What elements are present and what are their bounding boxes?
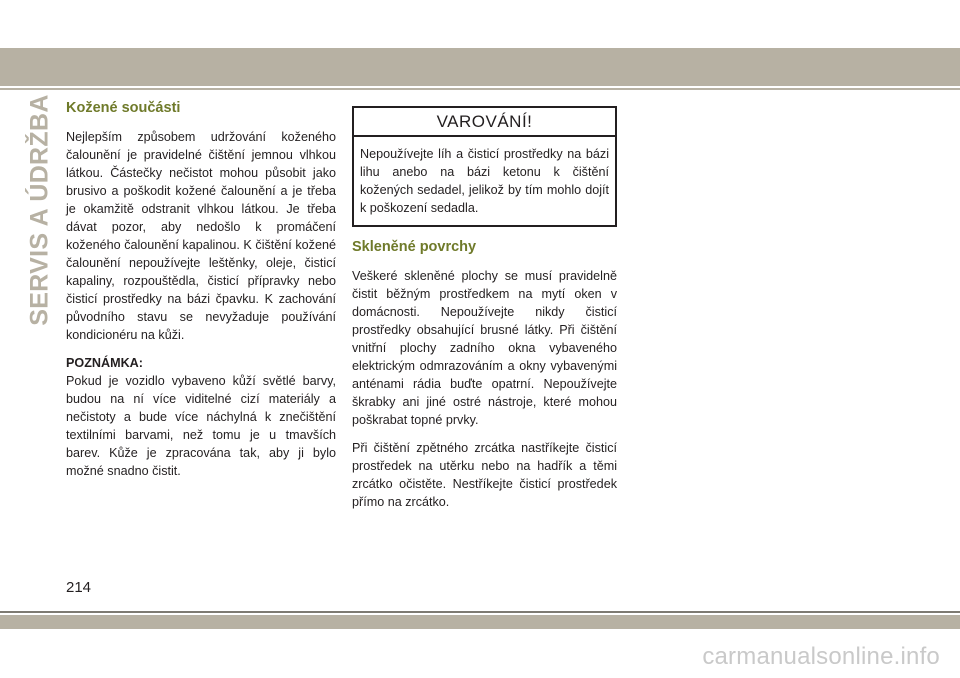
leather-heading: Kožené součásti xyxy=(66,100,181,116)
warning-body xyxy=(354,137,615,225)
section-side-label-text: SERVIS A ÚDRŽBA xyxy=(25,94,54,326)
footer-rule xyxy=(0,611,960,613)
glass-paragraph-2: Při čištění zpětného zrcátka nastříkejte čisticí prostředek na utěrku nebo na hadřík a těmi zrcátko očistěte. Nestříkejte čisticí prostředek přímo na zrcátko. xyxy=(352,441,617,509)
glass-paragraph-1: Veškeré skleněné plochy se musí pravidelně čistit běžným prostředkem na mytí oken v domácnosti. Nepoužívejte nikdy čisticí prostředky obsahující brusné látky. Při čištění vnitřní plochy zadního okna vybaveného elektrickým odmrazováním a okny vybavenými anténami rádia buďte opatrní. Nepoužívejte škrabky ani jiné ostré nástroje, které mohou poškrabat topné prvky. xyxy=(352,269,617,427)
right-column xyxy=(352,100,617,521)
page-number: 214 xyxy=(66,579,92,596)
warning-text: Nepoužívejte líh a čisticí prostředky na bázi lihu anebo na bázi ketonu k čištění kožených sedadel, jelikož by tím mohlo dojít k poškození sedadla. xyxy=(360,147,609,215)
header-band xyxy=(0,48,960,86)
note-text: Pokud je vozidlo vybaveno kůží světlé barvy, budou na ní více viditelné cizí materiály a nečistoty a bude více náchylná k znečištění textilními barvami, než tomu je u tmavších barev. Kůže je zpracována tak, aby ji bylo možné snadno čistit. xyxy=(66,374,336,478)
header-rule xyxy=(0,88,960,90)
footer-band xyxy=(0,615,960,629)
warning-box xyxy=(352,106,617,227)
leather-paragraph: Nejlepším způsobem udržování koženého čalounění je pravidelné čištění jemnou vlhkou látkou. Částečky nečistot mohou působit jako brusivo a poškodit kožené čalounění a je třeba je okamžitě odstranit vlhkou látkou. Je třeba dávat pozor, aby nedošlo k promáčení koženého čalounění kapalinou. K čištění kožené čalounění nepoužívejte leštěnky, oleje, čisticí kapaliny, rozpouštědla, čisticí přípravky nebo čisticí prostředky na bázi čpavku. K zachování původního stavu se nevyžaduje používání kondicionéru na kůži. xyxy=(66,130,336,342)
note-label: POZNÁMKA: xyxy=(66,356,143,370)
left-column xyxy=(66,100,336,490)
section-side-label xyxy=(20,94,60,326)
glass-heading: Skleněné povrchy xyxy=(352,239,477,255)
warning-title: VAROVÁNÍ! xyxy=(354,108,615,137)
watermark-text: carmanualsonline.info xyxy=(702,643,940,670)
